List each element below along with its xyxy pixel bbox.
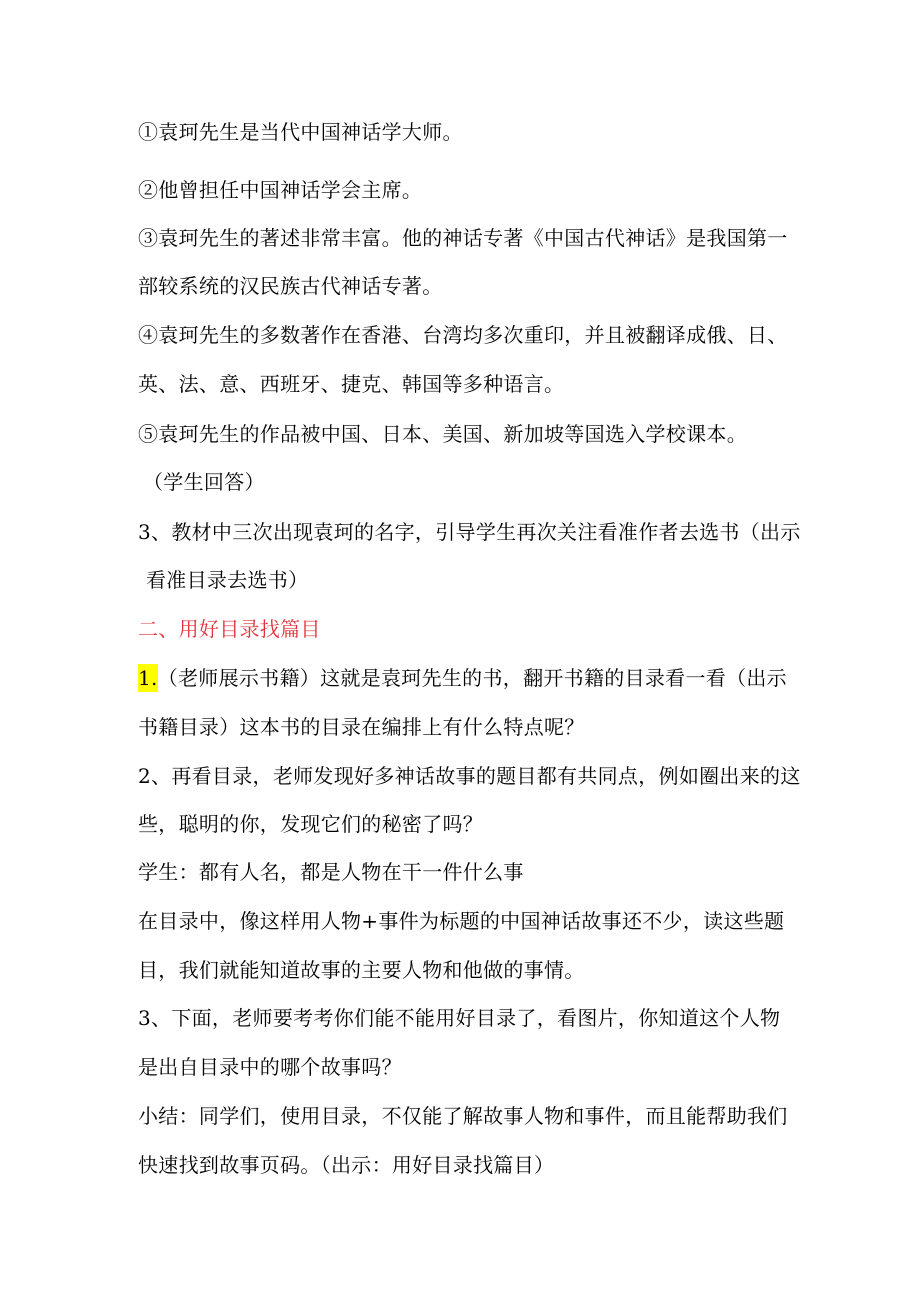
- paragraph-line: 学生：都有人名，都是人物在干一件什么事: [138, 860, 524, 884]
- paragraph-line: 小结：同学们，使用目录，不仅能了解故事人物和事件，而且能帮助我们: [138, 1104, 788, 1128]
- paragraph-line: 快速找到故事页码。（出示：用好目录找篇目）: [138, 1153, 555, 1177]
- paragraph-line: 英、法、意、西班牙、捷克、韩国等多种语言。: [138, 372, 565, 396]
- paragraph-line: 2、再看目录，老师发现好多神话故事的题目都有共同点，例如圈出来的这: [138, 764, 801, 788]
- paragraph-line: ②他曾担任中国神话学会主席。: [138, 178, 423, 202]
- paragraph-line: 3、下面，老师要考考你们能不能用好目录了，看图片，你知道这个人物: [138, 1006, 781, 1030]
- paragraph-line: 部较系统的汉民族古代神话专著。: [138, 274, 443, 298]
- section-heading: 二、用好目录找篇目: [138, 617, 321, 641]
- highlighted-number: 1.: [138, 666, 158, 690]
- item-text: （老师展示书籍）这就是袁珂先生的书，翻开书籍的目录看一看（出示: [157, 666, 787, 690]
- paragraph-line: 些，聪明的你，发现它们的秘密了吗？: [138, 812, 484, 836]
- student-answer-note: （学生回答）: [143, 470, 265, 494]
- numbered-item-line: [138, 664, 787, 692]
- paragraph-line: ⑤袁珂先生的作品被中国、日本、美国、新加坡等国选入学校课本。: [138, 422, 747, 446]
- paragraph-line: 看准目录去选书）: [146, 568, 309, 592]
- paragraph-line: ①袁珂先生是当代中国神话学大师。: [138, 120, 463, 144]
- paragraph-line: 在目录中，像这样用人物+事件为标题的中国神话故事还不少，读这些题: [138, 909, 785, 933]
- paragraph-line: ④袁珂先生的多数著作在香港、台湾均多次重印，并且被翻译成俄、日、: [138, 323, 788, 347]
- paragraph-line: 3、教材中三次出现袁珂的名字，引导学生再次关注看准作者去选书（出示: [138, 520, 801, 544]
- paragraph-line: ③袁珂先生的著述非常丰富。他的神话专著《中国古代神话》是我国第一: [138, 226, 788, 250]
- paragraph-line: 目，我们就能知道故事的主要人物和他做的事情。: [138, 958, 585, 982]
- paragraph-line: 是出自目录中的哪个故事吗？: [138, 1055, 402, 1079]
- paragraph-line: 书籍目录）这本书的目录在编排上有什么特点呢？: [138, 715, 585, 739]
